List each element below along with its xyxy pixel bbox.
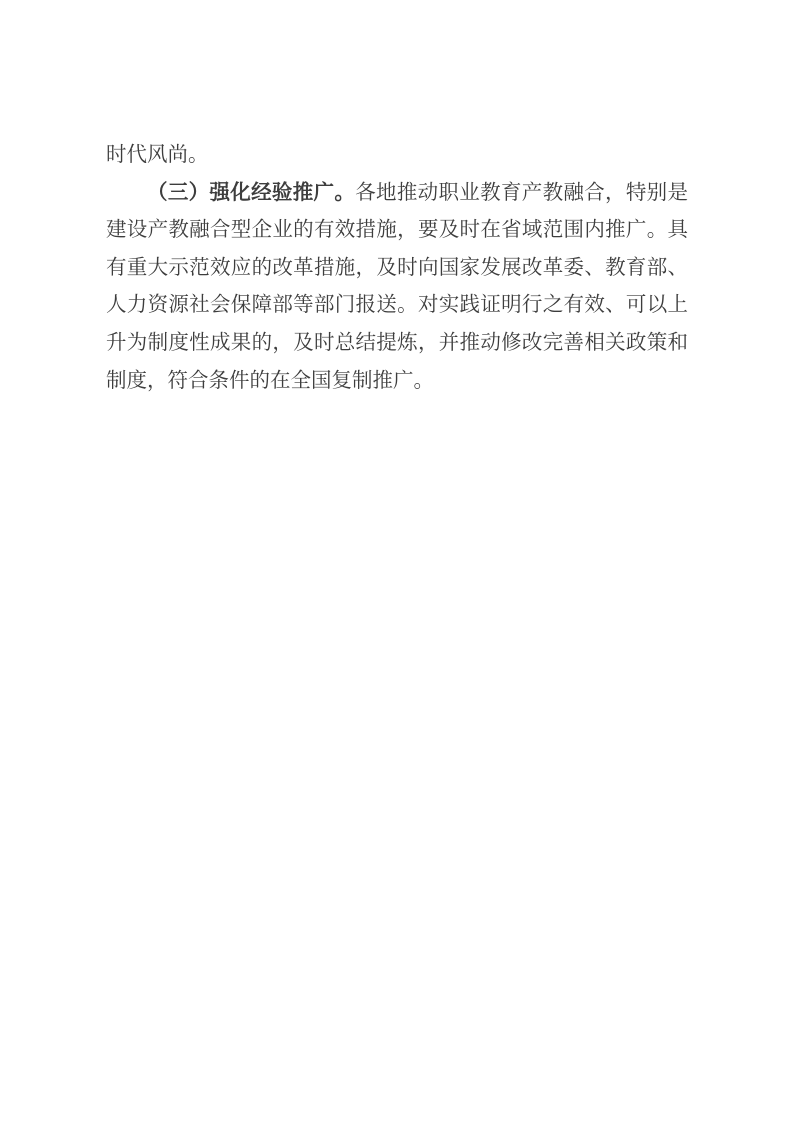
paragraph-2-line-1-text: 各地推动职业教育产教融合，特别是 <box>355 181 689 204</box>
paragraph-2-last-line: 制度，符合条件的在全国复制推广。 <box>106 369 434 392</box>
body-text-block <box>106 137 688 400</box>
paragraph-2-line-2: 建设产教融合型企业的有效措施，要及时在省域范围内推广。具 <box>106 219 688 242</box>
paragraph-2-line-3: 有重大示范效应的改革措施，及时向国家发展改革委、教育部、 <box>106 256 688 279</box>
section-3-heading: （三）强化经验推广。 <box>147 181 356 204</box>
paragraph-2-line-1 <box>106 175 688 213</box>
paragraph-2-line-5: 升为制度性成果的，及时总结提炼，并推动修改完善相关政策和 <box>106 331 688 354</box>
paragraph-2-line-4: 人力资源社会保障部等部门报送。对实践证明行之有效、可以上 <box>106 294 688 317</box>
paragraph-1-last-line: 时代风尚。 <box>106 144 209 166</box>
